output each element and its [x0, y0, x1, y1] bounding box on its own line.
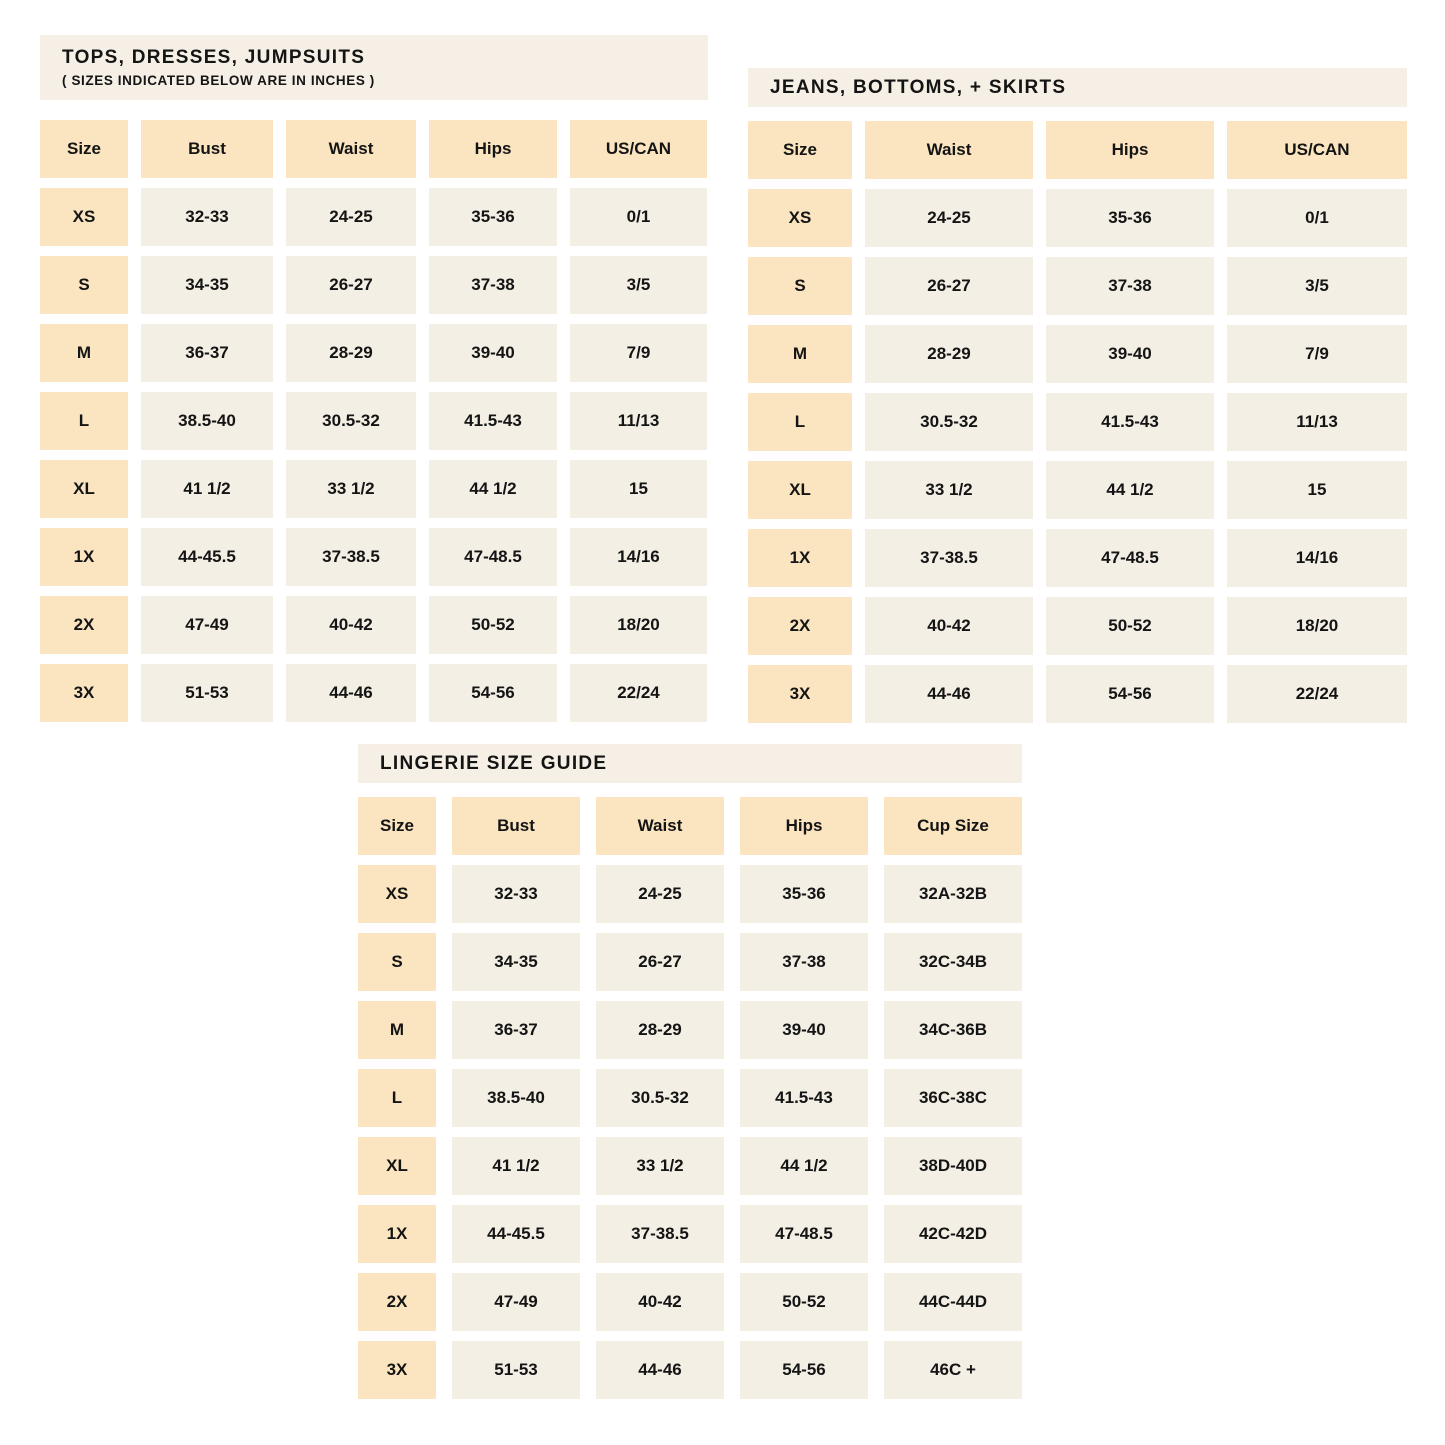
size-value-cell: 32-33 — [141, 188, 273, 246]
size-value-cell: 37-38 — [740, 933, 868, 991]
size-value-cell: 30.5-32 — [596, 1069, 724, 1127]
size-value-cell: 36C-38C — [884, 1069, 1022, 1127]
size-value-cell: 24-25 — [596, 865, 724, 923]
column-header-cell: US/CAN — [1227, 121, 1407, 179]
row-size-label-cell: 1X — [748, 529, 852, 587]
size-value-cell: 39-40 — [1046, 325, 1214, 383]
size-value-cell: 35-36 — [1046, 189, 1214, 247]
size-value-cell: 37-38.5 — [865, 529, 1033, 587]
row-size-label-cell: 2X — [748, 597, 852, 655]
size-value-cell: 22/24 — [1227, 665, 1407, 723]
column-header-cell: Waist — [596, 797, 724, 855]
size-value-cell: 44 1/2 — [429, 460, 557, 518]
size-value-cell: 28-29 — [286, 324, 416, 382]
size-value-cell: 36-37 — [452, 1001, 580, 1059]
row-size-label-cell: 1X — [40, 528, 128, 586]
size-value-cell: 14/16 — [1227, 529, 1407, 587]
size-value-cell: 54-56 — [740, 1341, 868, 1399]
row-size-label-cell: XL — [748, 461, 852, 519]
size-value-cell: 7/9 — [1227, 325, 1407, 383]
size-value-cell: 41 1/2 — [452, 1137, 580, 1195]
size-value-cell: 40-42 — [865, 597, 1033, 655]
column-header-cell: Waist — [865, 121, 1033, 179]
size-value-cell: 44-46 — [286, 664, 416, 722]
jeans-table-title: JEANS, BOTTOMS, + SKIRTS — [770, 76, 1067, 98]
column-header-cell: Bust — [452, 797, 580, 855]
column-header-cell: Size — [40, 120, 128, 178]
tops-dresses-jumpsuits-table — [40, 35, 708, 722]
tops-table-title: TOPS, DRESSES, JUMPSUITS — [62, 46, 366, 68]
size-value-cell: 44-46 — [596, 1341, 724, 1399]
size-value-cell: 38D-40D — [884, 1137, 1022, 1195]
size-value-cell: 54-56 — [429, 664, 557, 722]
size-value-cell: 22/24 — [570, 664, 707, 722]
size-value-cell: 38.5-40 — [452, 1069, 580, 1127]
row-size-label-cell: 3X — [748, 665, 852, 723]
size-value-cell: 30.5-32 — [865, 393, 1033, 451]
size-value-cell: 11/13 — [570, 392, 707, 450]
row-size-label-cell: L — [748, 393, 852, 451]
size-value-cell: 35-36 — [429, 188, 557, 246]
row-size-label-cell: 3X — [40, 664, 128, 722]
size-value-cell: 32-33 — [452, 865, 580, 923]
column-header-cell: Hips — [740, 797, 868, 855]
row-size-label-cell: XS — [40, 188, 128, 246]
size-value-cell: 41.5-43 — [429, 392, 557, 450]
size-value-cell: 41.5-43 — [740, 1069, 868, 1127]
size-value-cell: 32A-32B — [884, 865, 1022, 923]
size-value-cell: 47-48.5 — [740, 1205, 868, 1263]
size-value-cell: 37-38 — [1046, 257, 1214, 315]
size-value-cell: 37-38.5 — [596, 1205, 724, 1263]
size-value-cell: 47-48.5 — [429, 528, 557, 586]
row-size-label-cell: XS — [358, 865, 436, 923]
row-size-label-cell: M — [40, 324, 128, 382]
row-size-label-cell: 1X — [358, 1205, 436, 1263]
jeans-title-band — [748, 68, 1407, 107]
size-value-cell: 40-42 — [596, 1273, 724, 1331]
size-value-cell: 47-48.5 — [1046, 529, 1214, 587]
column-header-cell: Hips — [1046, 121, 1214, 179]
size-value-cell: 33 1/2 — [865, 461, 1033, 519]
size-value-cell: 11/13 — [1227, 393, 1407, 451]
size-value-cell: 33 1/2 — [596, 1137, 724, 1195]
size-value-cell: 44-45.5 — [141, 528, 273, 586]
jeans-size-grid — [748, 121, 1407, 723]
size-value-cell: 44-45.5 — [452, 1205, 580, 1263]
row-size-label-cell: S — [358, 933, 436, 991]
column-header-cell: Cup Size — [884, 797, 1022, 855]
row-size-label-cell: XS — [748, 189, 852, 247]
lingerie-size-guide-table — [358, 744, 1022, 1399]
tops-table-subtitle: ( SIZES INDICATED BELOW ARE IN INCHES ) — [62, 72, 375, 88]
size-value-cell: 51-53 — [452, 1341, 580, 1399]
size-value-cell: 35-36 — [740, 865, 868, 923]
row-size-label-cell: S — [748, 257, 852, 315]
size-value-cell: 26-27 — [865, 257, 1033, 315]
row-size-label-cell: M — [358, 1001, 436, 1059]
size-value-cell: 50-52 — [1046, 597, 1214, 655]
size-value-cell: 41 1/2 — [141, 460, 273, 518]
size-value-cell: 41.5-43 — [1046, 393, 1214, 451]
size-value-cell: 47-49 — [141, 596, 273, 654]
row-size-label-cell: M — [748, 325, 852, 383]
size-value-cell: 44-46 — [865, 665, 1033, 723]
size-value-cell: 44C-44D — [884, 1273, 1022, 1331]
size-value-cell: 15 — [1227, 461, 1407, 519]
size-value-cell: 26-27 — [286, 256, 416, 314]
size-value-cell: 32C-34B — [884, 933, 1022, 991]
column-header-cell: Size — [748, 121, 852, 179]
size-value-cell: 30.5-32 — [286, 392, 416, 450]
jeans-bottoms-skirts-table — [748, 68, 1407, 723]
size-value-cell: 46C + — [884, 1341, 1022, 1399]
tops-title-band — [40, 35, 708, 100]
column-header-cell: Hips — [429, 120, 557, 178]
row-size-label-cell: L — [40, 392, 128, 450]
size-value-cell: 3/5 — [1227, 257, 1407, 315]
column-header-cell: Size — [358, 797, 436, 855]
size-value-cell: 37-38 — [429, 256, 557, 314]
size-value-cell: 18/20 — [1227, 597, 1407, 655]
size-value-cell: 34C-36B — [884, 1001, 1022, 1059]
size-value-cell: 7/9 — [570, 324, 707, 382]
tops-size-grid — [40, 120, 708, 722]
size-value-cell: 44 1/2 — [740, 1137, 868, 1195]
size-value-cell: 37-38.5 — [286, 528, 416, 586]
row-size-label-cell: XL — [358, 1137, 436, 1195]
row-size-label-cell: 2X — [358, 1273, 436, 1331]
lingerie-table-title: LINGERIE SIZE GUIDE — [380, 752, 608, 774]
size-value-cell: 24-25 — [865, 189, 1033, 247]
column-header-cell: Bust — [141, 120, 273, 178]
lingerie-title-band — [358, 744, 1022, 783]
size-value-cell: 42C-42D — [884, 1205, 1022, 1263]
size-value-cell: 47-49 — [452, 1273, 580, 1331]
size-value-cell: 51-53 — [141, 664, 273, 722]
size-value-cell: 15 — [570, 460, 707, 518]
size-value-cell: 14/16 — [570, 528, 707, 586]
size-value-cell: 54-56 — [1046, 665, 1214, 723]
size-value-cell: 0/1 — [570, 188, 707, 246]
size-value-cell: 28-29 — [865, 325, 1033, 383]
size-value-cell: 50-52 — [429, 596, 557, 654]
lingerie-size-grid — [358, 797, 1022, 1399]
row-size-label-cell: L — [358, 1069, 436, 1127]
row-size-label-cell: S — [40, 256, 128, 314]
size-value-cell: 36-37 — [141, 324, 273, 382]
column-header-cell: Waist — [286, 120, 416, 178]
row-size-label-cell: 2X — [40, 596, 128, 654]
column-header-cell: US/CAN — [570, 120, 707, 178]
size-value-cell: 24-25 — [286, 188, 416, 246]
size-value-cell: 44 1/2 — [1046, 461, 1214, 519]
size-value-cell: 40-42 — [286, 596, 416, 654]
size-value-cell: 39-40 — [740, 1001, 868, 1059]
size-value-cell: 34-35 — [141, 256, 273, 314]
row-size-label-cell: 3X — [358, 1341, 436, 1399]
size-value-cell: 39-40 — [429, 324, 557, 382]
size-value-cell: 33 1/2 — [286, 460, 416, 518]
size-value-cell: 3/5 — [570, 256, 707, 314]
size-value-cell: 34-35 — [452, 933, 580, 991]
row-size-label-cell: XL — [40, 460, 128, 518]
size-value-cell: 18/20 — [570, 596, 707, 654]
size-value-cell: 38.5-40 — [141, 392, 273, 450]
size-value-cell: 50-52 — [740, 1273, 868, 1331]
size-value-cell: 28-29 — [596, 1001, 724, 1059]
size-value-cell: 0/1 — [1227, 189, 1407, 247]
size-value-cell: 26-27 — [596, 933, 724, 991]
